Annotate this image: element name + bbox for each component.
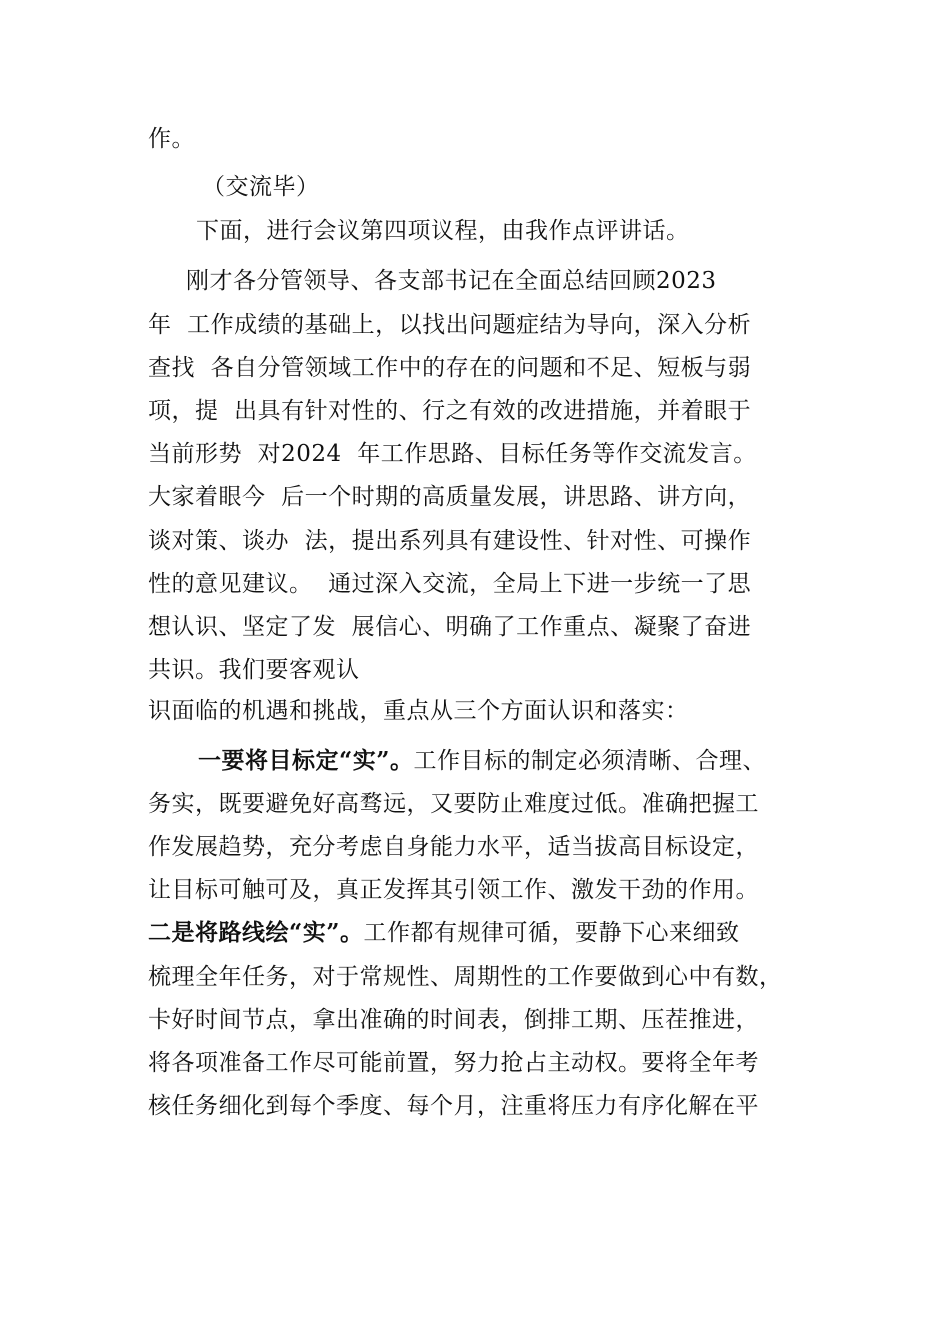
text-line: 年 工作成绩的基础上，以找出问题症结为导向，深入分析 bbox=[148, 312, 752, 338]
text-line: 下面，进行会议第四项议程，由我作点评讲话。 bbox=[196, 218, 690, 244]
text-line bbox=[198, 746, 766, 776]
text-line: 大家着眼今 后一个时期的高质量发展，讲思路、讲方向， bbox=[148, 484, 752, 510]
text-line: 刚才各分管领导、各支部书记在全面总结回顾2023 bbox=[186, 268, 717, 294]
text-line: 核任务细化到每个季度、每个月，注重将压力有序化解在平 bbox=[148, 1093, 759, 1119]
text-line: 想认识、坚定了发 展信心、明确了工作重点、凝聚了奋进 bbox=[148, 614, 752, 640]
text-line: 性的意见建议。 通过深入交流，全局上下进一步统一了思 bbox=[148, 571, 752, 597]
point-one-text: 工作目标的制定必须清晰、合理、 bbox=[413, 748, 766, 774]
text-line: 项，提 出具有针对性的、行之有效的改进措施，并着眼于 bbox=[148, 398, 752, 424]
text-line: 共识。我们要客观认 bbox=[148, 657, 360, 683]
text-line: 作。 bbox=[148, 126, 195, 152]
point-two-heading: 二是将路线绘“实”。 bbox=[148, 919, 364, 946]
text-line: 让目标可触可及，真正发挥其引领工作、激发干劲的作用。 bbox=[148, 877, 759, 903]
text-line: 梳理全年任务，对于常规性、周期性的工作要做到心中有数， bbox=[148, 964, 783, 990]
text-line: 将各项准备工作尽可能前置，努力抢占主动权。要将全年考 bbox=[148, 1050, 759, 1076]
point-two-text: 工作都有规律可循，要静下心来细致 bbox=[363, 920, 740, 946]
text-line: 谈对策、谈办 法，提出系列具有建设性、针对性、可操作 bbox=[148, 528, 752, 554]
text-line: 作发展趋势，充分考虑自身能力水平，适当拔高目标设定， bbox=[148, 834, 759, 860]
text-line: 查找 各自分管领域工作中的存在的问题和不足、短板与弱 bbox=[148, 355, 752, 381]
text-line: 识面临的机遇和挑战，重点从三个方面认识和落实： bbox=[148, 698, 689, 724]
text-line: （交流毕） bbox=[202, 174, 320, 200]
point-one-heading: 一要将目标定“实”。 bbox=[198, 747, 414, 774]
text-line: 卡好时间节点，拿出准确的时间表，倒排工期、压茬推进， bbox=[148, 1007, 759, 1033]
text-line bbox=[148, 918, 739, 948]
text-line: 当前形势 对2024 年工作思路、目标任务等作交流发言。 bbox=[148, 441, 757, 467]
text-line: 务实，既要避免好高骛远，又要防止难度过低。准确把握工 bbox=[148, 791, 759, 817]
